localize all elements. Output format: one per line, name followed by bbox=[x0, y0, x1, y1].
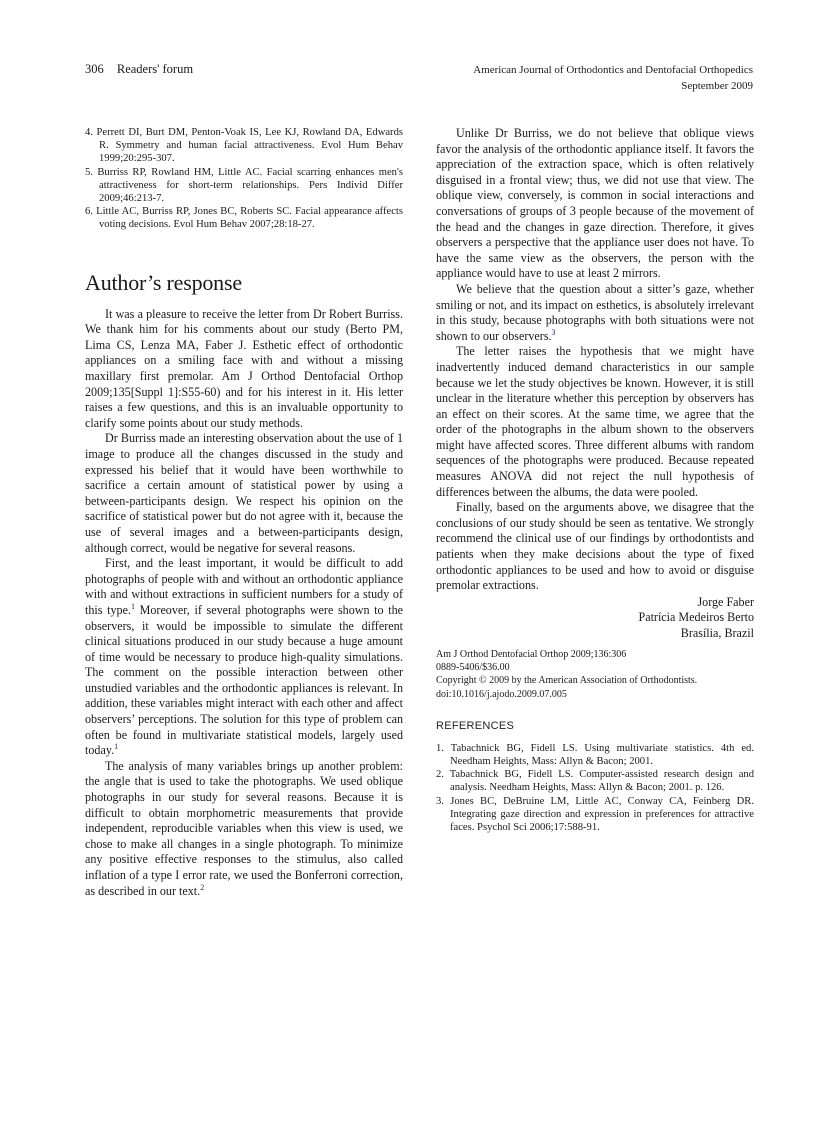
reference-item: 1. Tabachnick BG, Fidell LS. Using multivariate statistics. 4th ed. Needham Heights, Mass: Allyn & Bacon; 2001. bbox=[436, 742, 754, 768]
paragraph: It was a pleasure to receive the letter from Dr Robert Burriss. We thank him for his comments about our study (Berto PM, Lima CS, Lenza MA, Faber J. Esthetic effect of orthodontic appliances on a smiling face with and without a missing maxillary first premolar. Am J Orthod Dentofacial Orthop 2009;135[Suppl 1]:S55-60) and for his interest in it. His letter raises a few questions, and this is an invaluable opportunity to clarify some points about our study methods. bbox=[85, 306, 403, 430]
paragraph: The analysis of many variables brings up another problem: the angle that is used to take the photographs. We used oblique photographs in our study for several reasons. Because it is difficult to obtain morphometric measurements that provide independent, reproducible variables when this view is used, we chose to make all changes in a single photograph. To minimize any positive effective responses to the stimulus, also called inflation of a type I error rate, we used the Bonferroni correction, as described in our text.$^2$ bbox=[85, 758, 403, 898]
citation-block bbox=[436, 648, 754, 702]
citation-link[interactable]: 1 bbox=[130, 601, 135, 611]
issue-date: September 2009 bbox=[681, 80, 753, 92]
reference-item: 5. Burriss RP, Rowland HM, Little AC. Facial scarring enhances men's attractiveness for short-term relationships. Pers Individ Differ 2009;46:213-7. bbox=[85, 166, 403, 205]
copyright-notice: Copyright © 2009 by the American Association of Orthodontists. bbox=[436, 675, 698, 687]
paragraph: We believe that the question about a sitter’s gaze, whether smiling or not, and its impact on esthetics, is absolutely irrelevant in this study, because photographs with both situations were not shown to our observers.$^3$ bbox=[436, 281, 754, 343]
references-heading: REFERENCES bbox=[436, 720, 515, 733]
reference-item: 6. Little AC, Burriss RP, Jones BC, Roberts SC. Facial appearance affects voting decisions. Evol Hum Behav 2007;28:18-27. bbox=[85, 206, 403, 231]
paragraph: Unlike Dr Burriss, we do not believe that oblique views favor the analysis of the orthodontic appliance itself. It favors the appreciation of the extraction space, which is often relatively disguised in a frontal view; thus, we did not use that view. The oblique view, conversely, is common in social interactions and conversations of groups of 3 people because of the movement of the head and the changes in gaze direction. Therefore, it gives observers a perspective that the appliance user does not have. To have the same view as the observers, the person with the appliance would have to use at least 2 mirrors. bbox=[436, 126, 754, 281]
author-name: Patrícia Medeiros Berto bbox=[638, 610, 754, 625]
article-title: Author’s response bbox=[85, 269, 242, 295]
citation-link[interactable]: 1 bbox=[114, 742, 119, 752]
paragraph: Dr Burriss made an interesting observation about the use of 1 image to produce all the changes discussed in the study and expressed his belief that it would have been worthwhile to sacrifice a certain amount of statistical power by using a between-participants design. We respect his opinion on the sacrifice of statistical power but do not agree with it, because the use of several images and a between-participants design, although correct, would be negative for several reasons. bbox=[85, 431, 403, 555]
author-location: Brasília, Brazil bbox=[680, 626, 754, 640]
running-header-left bbox=[85, 62, 193, 77]
reference-item: 3. Jones BC, DeBruine LM, Little AC, Conway CA, Feinberg DR. Integrating gaze direction and expression in preferences for attractive faces. Psychol Sci 2006;17:588-91. bbox=[436, 795, 754, 834]
right-column bbox=[436, 126, 754, 834]
journal-reference: Am J Orthod Dentofacial Orthop 2009;136:306 bbox=[436, 648, 627, 660]
running-header-right bbox=[473, 62, 753, 94]
previous-references-list bbox=[85, 126, 403, 232]
journal-name: American Journal of Orthodontics and Dentofacial Orthopedics bbox=[473, 64, 753, 76]
author-name: Jorge Faber bbox=[697, 594, 754, 609]
citation-link[interactable]: 3 bbox=[551, 327, 556, 337]
doi[interactable]: doi:10.1016/j.ajodo.2009.07.005 bbox=[436, 688, 567, 700]
signature-block bbox=[436, 595, 754, 642]
citation-link[interactable]: 2 bbox=[200, 882, 205, 892]
issn-price: 0889-5406/$36.00 bbox=[436, 662, 510, 673]
reference-item: 4. Perrett DI, Burt DM, Penton-Voak IS, Lee KJ, Rowland DA, Edwards R. Symmetry and human facial attractiveness. Evol Hum Behav 1999;20:295-307. bbox=[85, 127, 403, 165]
page-number: 306 bbox=[85, 62, 104, 76]
section-name: Readers' forum bbox=[116, 62, 194, 76]
reference-item: 2. Tabachnick BG, Fidell LS. Computer-assisted research design and analysis. Needham Heights, Mass: Allyn & Bacon; 2001. p. 126. bbox=[436, 769, 754, 794]
paragraph: Finally, based on the arguments above, we disagree that the conclusions of our study should be seen as tentative. We strongly recommend the clinical use of our findings by orthodontists and patients when they make decisions about the type of fixed orthodontic appliances to be used and how to avoid or disguise premolar extractions. bbox=[436, 500, 754, 593]
paragraph: First, and the least important, it would be difficult to add photographs of people with and without an orthodontic appliance with and without extractions in sufficient numbers for a study of this type.$^1$ Moreover, if several photographs were shown to the observers, it would be impossible to simulate the different clinical situations produced in our study because a huge amount of time would be necessary to produce high-quality simulations. The comment on the possible interaction between other unstudied variables and the orthodontic appliances is relevant. In addition, these variables might interact with each other and affect observers’ perceptions. The solution for this type of problem can often be found in multivariate statistical models, largely used today.$^1$ bbox=[85, 556, 404, 758]
references-list bbox=[436, 742, 754, 834]
paragraph: The letter raises the hypothesis that we might have inadvertently induced demand characteristics in our sample because we let the study objectives be known. However, it is still unclear in the literature whether this perception by observers has an effect on their scores. At the same time, we agree that the order of the photographs in the album shown to the observers might have affected scores. Three different albums with random sequences of the photographs were produced. Because repeated measures ANOVA did not reject the null hypothesis of differences between the albums, the data were pooled. bbox=[436, 344, 754, 499]
left-column bbox=[85, 126, 403, 899]
